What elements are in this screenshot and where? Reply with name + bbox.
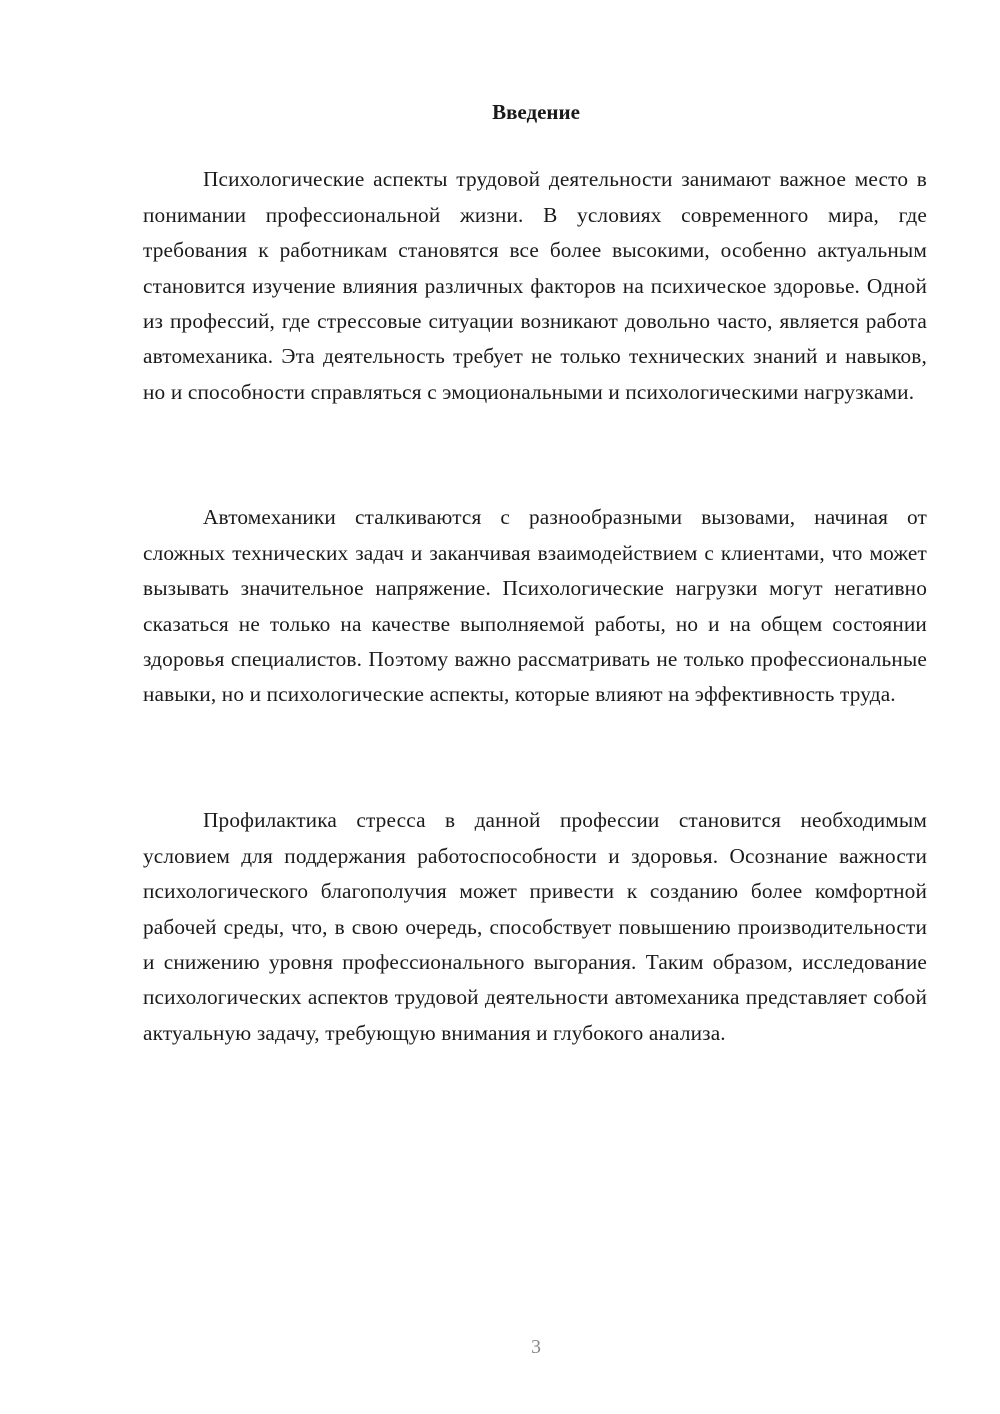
paragraph-3: Профилактика стресса в данной профессии становится необходимым условием для поддержания работоспособности и здоровья. Осознание важности психологического благополучия может привести к созданию более комфортной рабочей среды, что, в свою очередь, способствует повышению производительности и снижению уровня профессионального выгорания. Таким образом, исследование психологических аспектов трудовой деятельности автомеханика представляет собой актуальную задачу, требующую внимания и глубокого анализа.: [143, 808, 927, 1045]
section-title: Введение: [492, 100, 580, 124]
paragraph-2: Автомеханики сталкиваются с разнообразными вызовами, начиная от сложных технических задач и заканчивая взаимодействием с клиентами, что может вызывать значительное напряжение. Психологические нагрузки могут негативно сказаться не только на качестве выполняемой работы, но и на общем состоянии здоровья специалистов. Поэтому важно рассматривать не только профессиональные навыки, но и психологические аспекты, которые влияют на эффективность труда.: [143, 505, 927, 707]
paragraph-1: Психологические аспекты трудовой деятельности занимают важное место в понимании профессиональной жизни. В условиях современного мира, где требования к работникам становятся все более высокими, особенно актуальным становится изучение влияния различных факторов на психическое здоровье. Одной из профессий, где стрессовые ситуации возникают довольно часто, является работа автомеханика. Эта деятельность требует не только технических знаний и навыков, но и способности справляться с эмоциональными и психологическими нагрузками.: [143, 167, 927, 404]
page-number: 3: [531, 1336, 541, 1358]
